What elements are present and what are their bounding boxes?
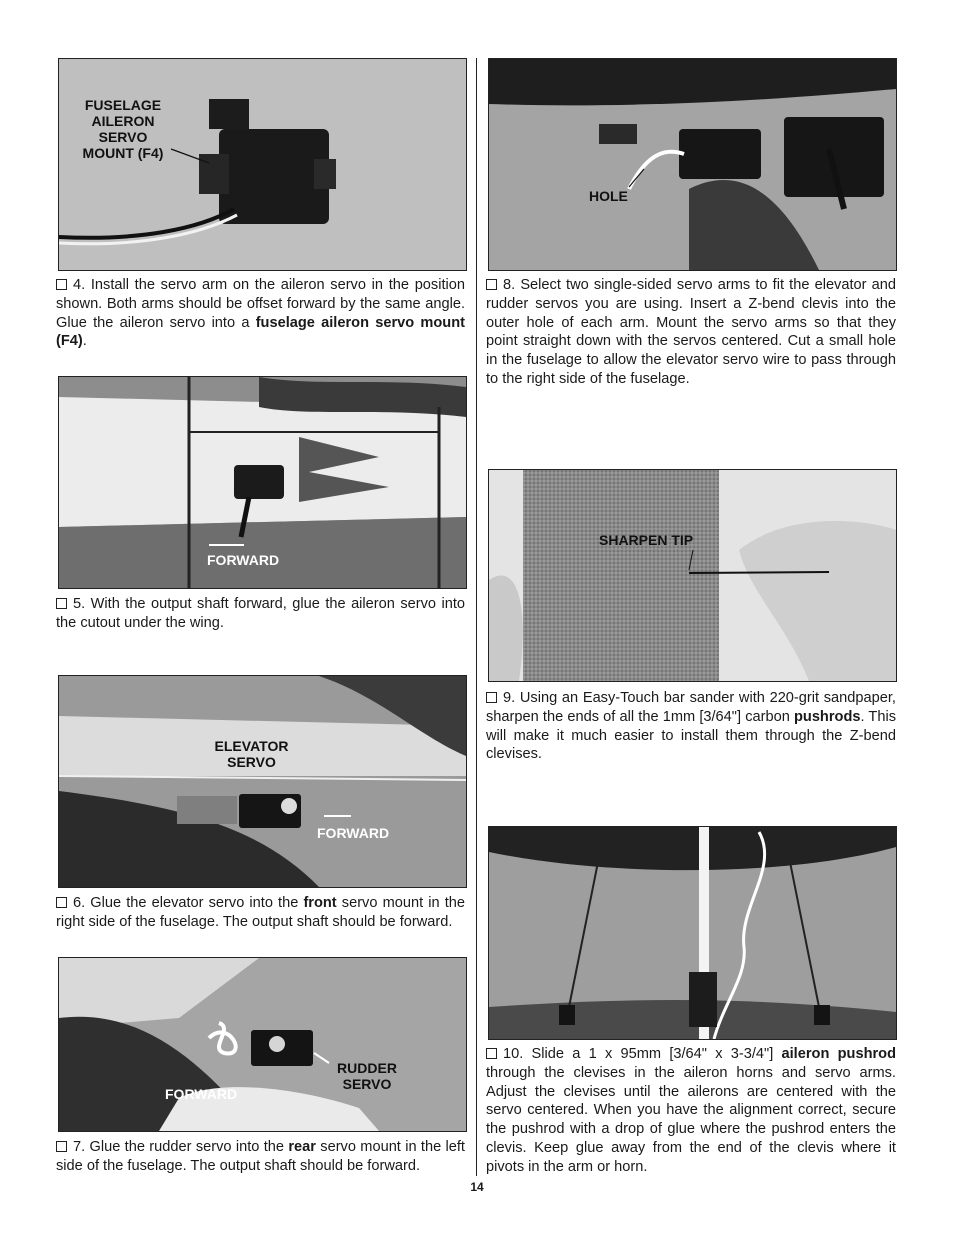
label-elevator-servo: ELEVATOR SERVO <box>214 738 289 770</box>
label-hole: HOLE <box>589 188 628 204</box>
step-8: 8. Select two single-sided servo arms to fit the elevator and rudder servos you are using. Insert a Z-bend clevis into the outer hole of each arm. Mount the servo arms so that they point straight down with the servos centered. Cut a small hole in the fuselage to allow the elevator servo wire to pass through to the right side of the fuselage. <box>486 277 896 387</box>
checkbox-icon[interactable] <box>56 1141 67 1152</box>
photo-servo-mount <box>58 58 467 271</box>
photo-aileron-servo <box>58 376 467 589</box>
label-forward: FORWARD <box>165 1086 238 1102</box>
photo-elevator-servo <box>58 675 467 888</box>
column-divider <box>476 58 477 1176</box>
photo-servo-arms-hole <box>488 58 897 271</box>
label-rudder-servo: RUDDER SERVO <box>337 1060 397 1092</box>
step-9: 9. Using an Easy-Touch bar sander with 220-grit sandpaper, sharpen the ends of all the 1mm [3/64"] carbon pushrods. This will make it much easier to install them through the Z-bend clevises. <box>486 690 896 763</box>
label-fuselage-mount: FUSELAGE AILERON SERVO MOUNT (F4) <box>82 97 164 161</box>
step-10: 10. Slide a 1 x 95mm [3/64" x 3-3/4"] aileron pushrod through the clevises in the aileron horns and servo arms. Adjust the clevises until the ailerons are centered with the servo centered. When you have the alignment correct, secure the pushrod with a drop of glue where the pushrod enters the clevis. Keep glue away from the end of the clevis where it pivots in the arm or horn. <box>486 1046 896 1175</box>
checkbox-icon[interactable] <box>486 692 497 703</box>
label-sharpen-tip: SHARPEN TIP <box>599 532 694 548</box>
checkbox-icon[interactable] <box>56 279 67 290</box>
label-forward: FORWARD <box>207 552 280 568</box>
step-4: 4. Install the servo arm on the aileron servo in the position shown. Both arms should be offset forward by the same angle. Glue the aileron servo into a fuselage aileron servo mount (F4). <box>56 277 465 350</box>
checkbox-icon[interactable] <box>486 1048 497 1059</box>
checkbox-icon[interactable] <box>56 598 67 609</box>
checkbox-icon[interactable] <box>486 279 497 290</box>
step-7: 7. Glue the rudder servo into the rear servo mount in the left side of the fuselage. The output shaft should be forward. <box>56 1139 465 1174</box>
photo-rudder-servo <box>58 957 467 1132</box>
photo-aileron-pushrod <box>488 826 897 1040</box>
page-number: 14 <box>470 1180 484 1194</box>
photo-sharpen-tip <box>488 469 897 682</box>
label-forward: FORWARD <box>317 825 390 841</box>
step-5: 5. With the output shaft forward, glue the aileron servo into the cutout under the wing. <box>56 596 465 631</box>
checkbox-icon[interactable] <box>56 897 67 908</box>
step-6: 6. Glue the elevator servo into the front servo mount in the right side of the fuselage. The output shaft should be forward. <box>56 895 465 930</box>
